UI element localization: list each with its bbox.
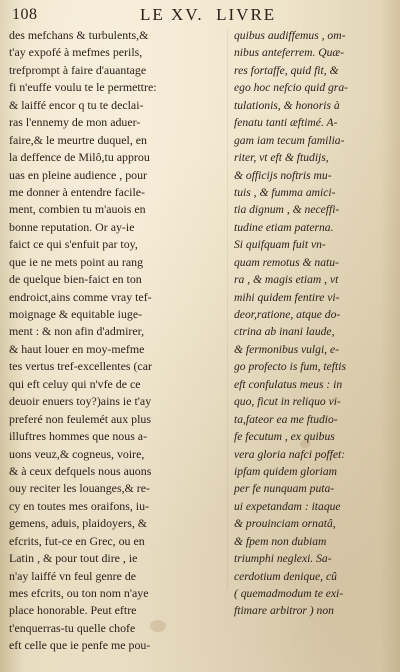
text-line: uas en pleine audience , pour [9,167,148,182]
text-line: ment, combien tu m'auois en [9,202,146,217]
text-line: riter, vt eft & ftudijs, [234,151,329,165]
text-line: deuoir enuers toy?)ains ie t'ay [9,394,152,409]
text-line: uons veuz,& cogneus, voire, [9,446,145,461]
text-line: Si quifquam fuit vn- [234,238,326,252]
text-line: gam iam tecum familia- [234,133,345,147]
column-gutter [227,30,228,590]
text-line: bonne reputation. Or ay-ie [9,219,135,234]
text-line: quibus audiffemus , om- [234,29,346,42]
text-line: & fermonibus vulgi, e- [234,342,339,356]
text-line: ra , & magis etiam , vt [234,273,339,287]
text-line: fi n'euffe voulu te le permettre: [9,80,157,95]
text-line: tudine etiam paterna. [234,220,334,234]
text-line: de quelque bien-faict en ton [9,272,142,287]
text-line: faire,& le meurtre duquel, en [9,132,148,147]
text-line: ment : & non afin d'admirer, [9,324,145,339]
text-line: eft confulatus meus : in [234,377,343,391]
text-line: quo, ficut in reliquo vi- [234,395,341,409]
text-line: cerdotium denique, cû [234,569,337,583]
text-line: ipfam quidem gloriam [234,464,338,478]
text-line: des mefchans & turbulents,& [9,28,149,42]
text-line: go profecto is fum, teftis [234,360,346,374]
text-line: & laiffé encor q tu te declai- [9,97,144,112]
text-line: illuftres hommes que nous a- [9,429,148,444]
text-line: me donner à entendre facile- [9,184,146,199]
text-line: mihi quidem fentire vi- [234,290,340,304]
text-line: qui eft celuy qui n'vfe de ce [9,376,141,391]
text-line: gemens, aduis, plaidoyers, & [9,516,148,531]
text-line: deor,ratione, atque do- [234,308,341,321]
text-line: ouy reciter les louanges,& re- [9,481,150,496]
text-line: preferé non feulemét aux plus [9,411,151,426]
text-line: & haut louer en moy-mefme [9,341,145,356]
text-line: ta,fateor ea me ftudio- [234,412,338,426]
text-line: la deffence de Milô,tu approu [9,150,150,165]
text-line: fe fecutum , ex quibus [234,430,335,444]
text-line: ( quemadmodum te exi- [234,587,344,600]
text-line: vera gloria nafci poffet: [234,447,346,461]
text-line: nibus anteferrem. Quæ- [234,46,345,60]
text-line: & officijs noftris mu- [234,168,332,182]
running-head: LE XV. LIVRE [140,5,277,24]
text-line: t'ay expofé à mefmes perils, [9,45,143,60]
text-line: ftimare arbitror ) non [234,604,334,618]
text-line: endroict,ains comme vray tef- [9,289,152,304]
text-line: que ie ne mets point au rang [9,254,144,269]
text-line: tes vertus tref-excellentes (car [9,359,152,374]
text-line: triumphi neglexi. Sa- [234,552,332,566]
text-line: ui expetandam : itaque [234,499,341,513]
text-line: efcrits, fut-ce en Grec, ou en [9,533,145,548]
page-header [0,4,400,26]
text-line: & à ceux defquels nous auons [9,463,152,478]
text-line: faict ce qui s'enfuit par toy, [9,237,138,252]
latin-text-column [234,27,394,620]
text-line: & fpem non dubiam [234,534,327,548]
text-line: tuis , & fumma amici- [234,185,336,199]
text-line: ctrina ab inani laude, [234,325,335,339]
text-line: trefprompt à faire d'auantage [9,62,147,77]
text-line: cy en toutes mes oraifons, iu- [9,498,150,513]
text-line: Latin , & pour tout dire , ie [9,551,138,566]
text-line: mes efcrits, ou ton nom n'aye [9,586,149,600]
text-line: res fortaffe, quid fit, & [234,63,339,77]
text-line: fenatu tanti æftimé. A- [234,116,338,130]
page-number: 108 [12,6,38,23]
text-line: ras l'ennemy de mon aduer- [9,115,141,130]
french-text-column [9,27,221,655]
text-line: n'ay laiffé vn feul genre de [9,568,137,583]
text-line: moignage & equitable iuge- [9,307,143,321]
text-line: & prouinciam ornatâ, [234,517,336,531]
text-line: per fe nunquam puta- [234,482,335,496]
text-line: place honorable. Peut eftre [9,603,137,618]
text-line: tia dignum , & neceffi- [234,203,340,217]
text-line: quam remotus & natu- [234,255,339,269]
text-line: tulationis, & honoris à [234,98,340,112]
text-line: ego hoc nefcio quid gra- [234,81,348,95]
text-line: eft celle que ie penfe me pou- [9,638,151,653]
text-line: t'enquerras-tu quelle chofe [9,620,136,635]
